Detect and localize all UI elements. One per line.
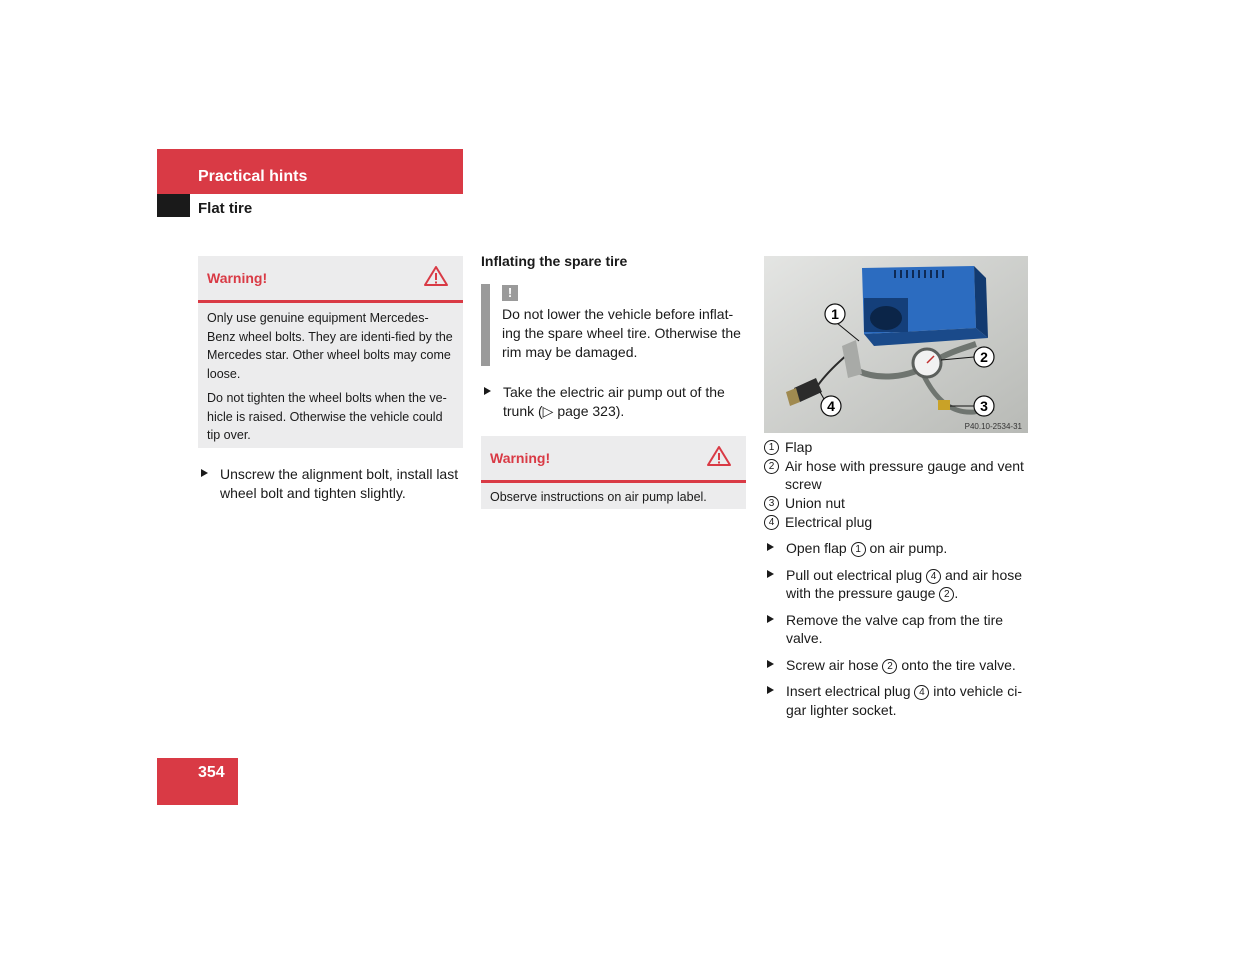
legend-number: 2 xyxy=(764,459,779,474)
figure-code: P40.10-2534-31 xyxy=(964,422,1022,431)
legend-text: Air hose with pressure gauge and vent screw xyxy=(785,458,1024,492)
bullet-arrow-icon xyxy=(767,686,774,694)
step-text: Insert electrical plug xyxy=(786,683,915,699)
bullet-arrow-icon xyxy=(201,469,208,477)
step-text: Screw air hose xyxy=(786,656,883,673)
warning-paragraph: Do not tighten the wheel bolts when the ve-hicle is raised. Otherwise the vehicle could tip over. xyxy=(207,391,447,442)
legend-item xyxy=(764,438,1030,456)
step-text: . xyxy=(954,585,959,601)
step-item xyxy=(764,611,1030,648)
subsection-marker xyxy=(157,194,190,217)
bullet-arrow-icon xyxy=(484,387,491,395)
step-number: 2 xyxy=(939,587,954,602)
figure-callout: 2 xyxy=(980,349,988,365)
step-text: and air hose with the pressure gauge xyxy=(786,566,1023,601)
figure-callout: 4 xyxy=(827,398,835,414)
note-bar xyxy=(481,284,490,366)
note-text: Do not lower the vehicle before inflat-ing the spare wheel tire. Otherwise the rim may be damaged. xyxy=(502,306,741,360)
bullet-arrow-icon xyxy=(767,660,774,668)
step-number: 4 xyxy=(914,685,929,700)
warning-paragraph: Observe instructions on air pump label. xyxy=(490,490,707,504)
legend-text: Flap xyxy=(785,439,813,455)
step-item xyxy=(764,656,1030,675)
section-heading: Inflating the spare tire xyxy=(481,253,628,269)
step-item xyxy=(764,539,1030,558)
step-text: Unscrew the alignment bolt, install last wheel bolt and tighten slightly. xyxy=(220,466,459,501)
warning-body xyxy=(198,303,463,459)
warning-title: Warning! xyxy=(207,270,268,286)
air-pump-photo xyxy=(764,256,1028,433)
step-text: Remove the valve cap from the tire valve. xyxy=(786,611,1004,646)
legend-item xyxy=(764,457,1030,493)
step-item xyxy=(764,682,1030,719)
note-exclamation-icon: ! xyxy=(502,285,518,301)
page-number: 354 xyxy=(198,764,225,781)
legend-text: Union nut xyxy=(785,495,845,511)
warning-triangle-icon xyxy=(706,445,732,472)
step-text: Take the electric air pump out of the trunk (▷ page 323). xyxy=(503,384,725,419)
legend-text: Electrical plug xyxy=(785,514,873,530)
warning-header xyxy=(481,436,746,483)
figure-callout: 3 xyxy=(980,398,988,414)
step-item xyxy=(481,383,746,421)
middle-warning-box xyxy=(481,436,746,509)
bullet-arrow-icon xyxy=(767,615,774,623)
warning-body xyxy=(481,483,746,521)
legend-number: 3 xyxy=(764,496,779,511)
step-text: onto the tire valve. xyxy=(897,656,1016,673)
warning-title: Warning! xyxy=(490,450,551,466)
step-item xyxy=(198,465,466,503)
warning-paragraph: Only use genuine equipment Mercedes-Benz wheel bolts. They are identi-fied by the Mercedes star. Other wheel bolts may come loose. xyxy=(207,311,453,381)
right-steps xyxy=(764,539,1030,719)
warning-triangle-icon xyxy=(423,265,449,292)
step-text: Open flap xyxy=(786,540,851,556)
bullet-arrow-icon xyxy=(767,570,774,578)
step-number: 4 xyxy=(926,569,941,584)
figure-callout: 1 xyxy=(831,306,839,322)
step-number: 1 xyxy=(851,542,866,557)
left-warning-box xyxy=(198,256,463,448)
middle-steps xyxy=(481,383,746,421)
air-pump-illustration xyxy=(764,256,1028,433)
legend-number: 4 xyxy=(764,515,779,530)
step-number: 2 xyxy=(882,659,897,674)
left-steps xyxy=(198,465,466,503)
legend-item xyxy=(764,494,1030,512)
step-text: on air pump. xyxy=(865,540,948,556)
figure-legend xyxy=(764,438,1030,531)
section-title: Practical hints xyxy=(198,168,308,185)
legend-number: 1 xyxy=(764,440,779,455)
step-text: Pull out electrical plug xyxy=(786,566,927,583)
bullet-arrow-icon xyxy=(767,543,774,551)
subsection-title: Flat tire xyxy=(198,200,253,217)
warning-header xyxy=(198,256,463,303)
step-item xyxy=(764,566,1030,603)
step-text: into vehicle ci-gar lighter socket. xyxy=(786,683,1022,718)
legend-item xyxy=(764,513,1030,531)
